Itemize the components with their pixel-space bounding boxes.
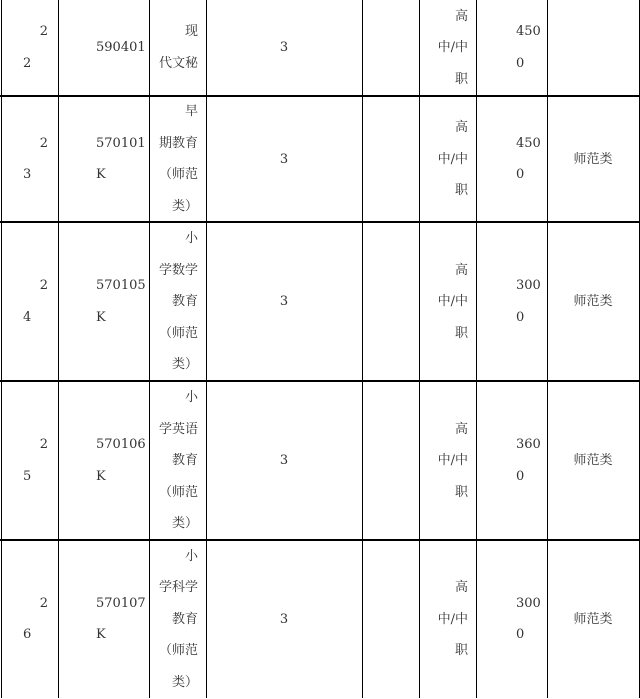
- row-divider: [0, 95, 640, 97]
- name-line: 类）: [171, 199, 198, 215]
- index-line: 2: [39, 595, 48, 611]
- cell-level: [419, 1, 476, 96]
- code-line: 570106: [96, 437, 146, 453]
- fee-line: 0: [516, 468, 525, 484]
- name-line: 类）: [171, 674, 198, 690]
- cell-index: [0, 270, 58, 333]
- level-line: 中/中: [437, 151, 468, 167]
- fee-line: 0: [516, 55, 525, 71]
- cell-years: [206, 32, 362, 64]
- cell-years: [206, 286, 362, 318]
- level-line: 高: [454, 8, 468, 24]
- level-line: 职: [454, 183, 468, 199]
- name-line: 学数学: [158, 262, 198, 278]
- index-line: 6: [23, 627, 32, 643]
- name-line: 代文秘: [158, 55, 198, 71]
- index-line: 2: [23, 55, 32, 71]
- name-line: （师范: [158, 484, 198, 500]
- name-line: 小: [184, 390, 198, 405]
- name-line: 小: [184, 231, 198, 246]
- cell-note: [547, 445, 639, 477]
- cell-index: [0, 429, 58, 492]
- level-line: 高: [454, 262, 468, 278]
- fee-line: 300: [516, 595, 541, 611]
- cell-name: [149, 541, 206, 699]
- row-divider: [0, 539, 640, 541]
- cell-name: [149, 16, 206, 79]
- column-divider: [362, 0, 363, 698]
- column-divider: [58, 0, 59, 698]
- cell-level: [419, 112, 476, 207]
- index-line: 3: [23, 167, 32, 183]
- duration-value: 3: [279, 453, 289, 469]
- cell-code: [58, 588, 149, 651]
- row-divider: [0, 380, 640, 382]
- name-line: （师范: [158, 643, 198, 659]
- name-line: 教育: [171, 611, 198, 627]
- category-note: 师范类: [573, 453, 613, 469]
- cell-code: [58, 429, 149, 492]
- code-line: 590401: [96, 40, 146, 56]
- cell-note: [547, 604, 639, 636]
- fee-line: 450: [516, 135, 541, 151]
- index-line: 2: [39, 135, 48, 151]
- cell-fee: [476, 16, 547, 79]
- cell-fee: [476, 588, 547, 651]
- level-line: 高: [454, 120, 468, 136]
- cell-years: [206, 604, 362, 636]
- cell-name: [149, 382, 206, 540]
- cell-name: [149, 96, 206, 222]
- cell-fee: [476, 270, 547, 333]
- duration-value: 3: [279, 294, 289, 310]
- code-line: K: [96, 309, 106, 325]
- level-line: 职: [454, 484, 468, 500]
- level-line: 职: [454, 71, 468, 87]
- level-line: 高: [454, 421, 468, 437]
- column-divider: [206, 0, 207, 698]
- code-line: 570101: [96, 135, 146, 151]
- fee-line: 0: [516, 309, 525, 325]
- index-line: 2: [39, 437, 48, 453]
- code-line: K: [96, 627, 106, 643]
- column-divider: [476, 0, 477, 698]
- category-note: 师范类: [573, 151, 613, 167]
- fee-line: 0: [516, 167, 525, 183]
- category-note: [547, 32, 639, 64]
- name-line: 教育: [171, 294, 198, 310]
- name-line: 小: [184, 548, 198, 564]
- cell-level: [419, 255, 476, 350]
- code-line: 570107: [96, 595, 146, 611]
- index-line: 2: [39, 278, 48, 294]
- index-line: 4: [23, 309, 32, 325]
- cell-code: [58, 128, 149, 191]
- name-line: 早: [184, 104, 198, 120]
- cell-note: [547, 286, 639, 318]
- column-divider: [149, 0, 150, 698]
- column-divider: [1, 0, 2, 698]
- duration-value: 3: [279, 611, 289, 627]
- name-line: 学英语: [158, 421, 198, 437]
- level-line: 职: [454, 643, 468, 659]
- cell-note: [547, 32, 639, 64]
- level-line: 中/中: [437, 611, 468, 627]
- cell-name: [149, 223, 206, 381]
- cell-fee: [476, 429, 547, 492]
- cell-level: [419, 572, 476, 667]
- cell-index: [0, 588, 58, 651]
- fee-line: 300: [516, 278, 541, 294]
- name-line: 期教育: [158, 135, 198, 151]
- level-line: 中/中: [437, 40, 468, 56]
- fee-line: 0: [516, 627, 525, 643]
- cell-years: [206, 445, 362, 477]
- name-line: 现: [184, 24, 198, 40]
- cell-index: [0, 128, 58, 191]
- cell-note: [547, 144, 639, 176]
- cell-code: [58, 32, 149, 64]
- fee-line: 450: [516, 24, 541, 40]
- index-line: 2: [39, 24, 48, 40]
- name-line: 学科学: [158, 580, 198, 596]
- category-note: 师范类: [573, 294, 613, 310]
- name-line: 类）: [171, 516, 198, 532]
- column-divider: [547, 0, 548, 698]
- cell-index: [0, 16, 58, 79]
- duration-value: 3: [279, 151, 289, 167]
- name-line: 类）: [171, 357, 198, 373]
- name-line: 教育: [171, 453, 198, 469]
- code-line: 570105: [96, 278, 146, 294]
- name-line: （师范: [158, 167, 198, 183]
- cell-fee: [476, 128, 547, 191]
- category-note: 师范类: [573, 611, 613, 627]
- level-line: 中/中: [437, 294, 468, 310]
- cell-years: [206, 144, 362, 176]
- column-divider: [419, 0, 420, 698]
- level-line: 高: [454, 580, 468, 596]
- row-divider: [0, 221, 640, 223]
- cell-code: [58, 270, 149, 333]
- cell-level: [419, 414, 476, 509]
- level-line: 中/中: [437, 453, 468, 469]
- duration-value: 3: [279, 40, 289, 56]
- level-line: 职: [454, 325, 468, 341]
- code-line: K: [96, 167, 106, 183]
- code-line: K: [96, 468, 106, 484]
- index-line: 5: [23, 468, 32, 484]
- name-line: （师范: [158, 325, 198, 341]
- fee-line: 360: [516, 437, 541, 453]
